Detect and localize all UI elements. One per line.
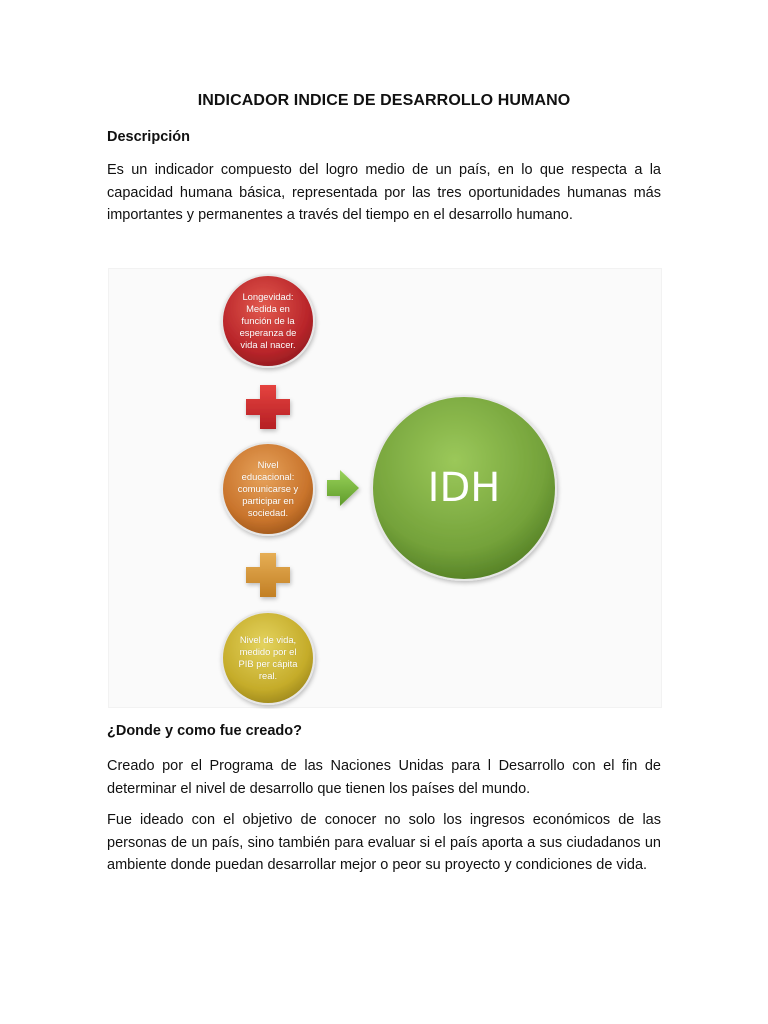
idh-diagram	[108, 268, 662, 708]
arrow-right-icon	[327, 470, 359, 506]
section-heading-description: Descripción	[107, 129, 190, 145]
description-paragraph: Es un indicador compuesto del logro medio de un país, en lo que respecta a la capacidad humana básica, representada por las tres oportunidades humanas más importantes y permanentes a través del tiempo en el desarrollo humano.	[107, 162, 661, 224]
origin-paragraph-2: Fue ideado con el objetivo de conocer no solo los ingresos económicos de las personas de un país, sino también para evaluar si el país aporta a sus ciudadanos un ambiente donde puedan desarrollar mejor o peor su proyecto y condiciones de vida.	[107, 812, 661, 874]
education-label: Nivel educacional: comunicarse y participar en sociedad.	[237, 459, 299, 518]
section-heading-origin: ¿Donde y como fue creado?	[107, 723, 302, 739]
living-standard-label: Nivel de vida, medido por el PIB per cápita real.	[238, 634, 298, 681]
plus-icon	[246, 553, 290, 597]
longevity-label: Longevidad: Medida en función de la esperanza de vida al nacer.	[239, 291, 297, 350]
origin-paragraph-1: Creado por el Programa de las Naciones Unidas para l Desarrollo con el fin de determinar el nivel de desarrollo que tienen los países del mundo.	[107, 758, 661, 797]
plus-icon	[246, 385, 290, 429]
diagram-graphics	[109, 269, 663, 709]
page-title: INDICADOR INDICE DE DESARROLLO HUMANO	[197, 92, 571, 109]
idh-label: IDH	[427, 465, 501, 511]
